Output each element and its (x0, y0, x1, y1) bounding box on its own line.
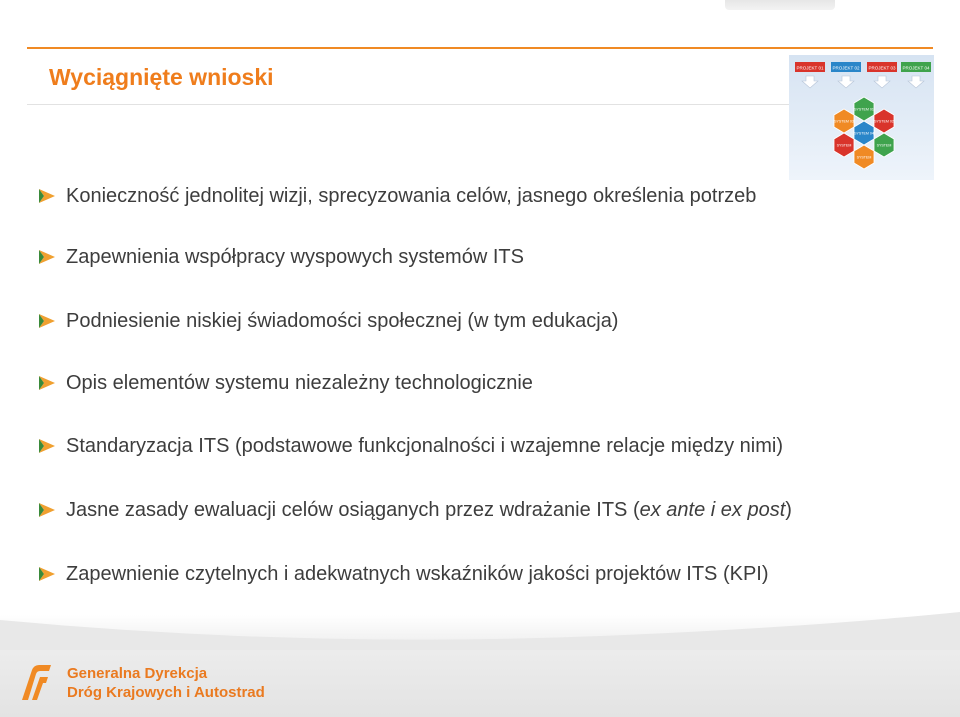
list-item-text: Standaryzacja ITS (podstawowe funkcjonalności i wzajemne relacje między nimi) (66, 434, 783, 457)
list-item (38, 242, 938, 272)
footer-wave (0, 610, 960, 650)
down-arrows (802, 76, 924, 88)
arrow-bullet-icon (38, 187, 56, 205)
list-item-text (66, 499, 792, 522)
list-item (38, 431, 938, 461)
header-rule (27, 47, 933, 49)
list-item-text: Podniesienie niskiej świadomości społecznej (w tym edukacja) (66, 309, 619, 332)
down-arrow-icon (802, 76, 818, 88)
project-label-3: PROJEKT 03 (868, 65, 896, 71)
arrow-bullet-icon (38, 565, 56, 583)
list-item (38, 368, 938, 398)
list-item-text-part: Jasne zasady ewaluacji celów osiąganych przez wdrażanie ITS ( (66, 498, 640, 521)
down-arrow-icon (838, 76, 854, 88)
list-item (38, 559, 938, 589)
list-item-text: Opis elementów systemu niezależny technologicznie (66, 371, 533, 394)
arrow-bullet-icon (38, 501, 56, 519)
system-label: SYSTEM (876, 143, 892, 148)
system-label: SYSTEM 03 (834, 119, 854, 124)
list-item (38, 495, 938, 525)
project-label-1: PROJEKT 01 (796, 65, 824, 71)
project-label-4: PROJEKT 04 (902, 65, 930, 71)
system-label: SYSTEM 01 (854, 107, 874, 112)
system-label: SYSTEM (856, 155, 872, 160)
arrow-bullet-icon (38, 248, 56, 266)
list-item (38, 306, 938, 336)
top-tab-decoration (725, 0, 835, 10)
arrow-bullet-icon (38, 312, 56, 330)
down-arrow-icon (874, 76, 890, 88)
slide-title: Wyciągnięte wnioski (49, 64, 274, 90)
project-label-2: PROJEKT 02 (832, 65, 860, 71)
list-item-text: Zapewnienie czytelnych i adekwatnych wskaźników jakości projektów ITS (KPI) (66, 562, 769, 585)
system-label: SYSTEM 02 (874, 119, 894, 124)
down-arrow-icon (908, 76, 924, 88)
project-system-diagram (789, 55, 934, 180)
list-item-text-part: ) (785, 498, 792, 521)
org-name-line2: Dróg Krajowych i Autostrad (67, 684, 265, 701)
list-item-text-italic: ex ante i ex post (639, 498, 786, 521)
org-name-line1: Generalna Dyrekcja (67, 665, 208, 682)
system-label: SYSTEM (836, 143, 852, 148)
gddkia-logo-icon (18, 662, 54, 702)
list-item-text: Zapewnienia współpracy wyspowych systemów ITS (66, 245, 524, 268)
arrow-bullet-icon (38, 437, 56, 455)
list-item-text: Konieczność jednolitej wizji, sprecyzowania celów, jasnego określenia potrzeb (66, 184, 757, 207)
system-label: SYSTEM 04 (854, 131, 874, 136)
list-item (38, 181, 938, 211)
arrow-bullet-icon (38, 374, 56, 392)
project-boxes (795, 62, 931, 72)
